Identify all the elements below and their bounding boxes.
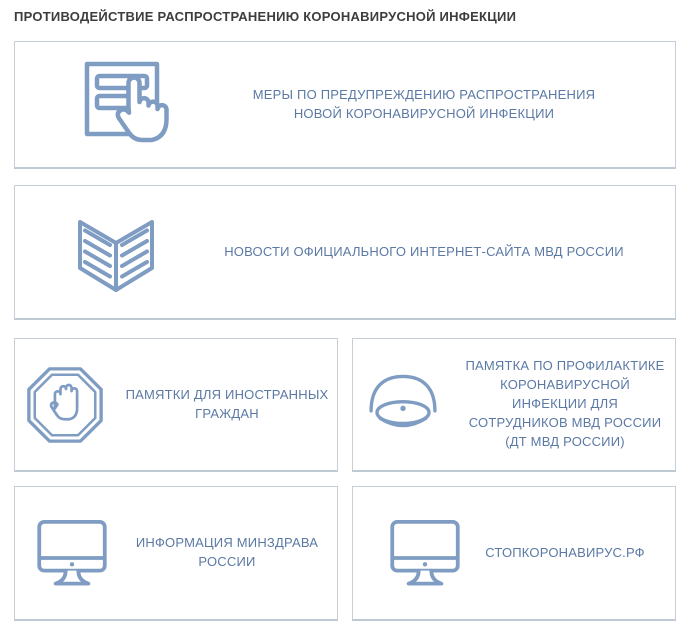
cards-row-1 (14, 41, 676, 169)
cards-row-4 (14, 486, 676, 621)
link-cards-list (14, 41, 676, 621)
open-book-icon (66, 202, 166, 302)
police-cap-icon (361, 363, 445, 447)
page-title: ПРОТИВОДЕЙСТВИЕ РАСПРОСТРАНЕНИЮ КОРОНАВИРУСНОЙ ИНФЕКЦИИ (14, 9, 517, 24)
card-label: СТОПКОРОНАВИРУС.РФ (485, 544, 645, 560)
card-label: ПАМЯТКИ ДЛЯ ИНОСТРАННЫХ ГРАЖДАН (125, 386, 329, 421)
card-prevention-measures[interactable] (14, 41, 676, 169)
card-mvd-site-news[interactable] (14, 185, 676, 320)
card-label: НОВОСТИ ОФИЦИАЛЬНОГО ИНТЕРНЕТ-САЙТА МВД РОССИИ (224, 243, 624, 259)
monitor-icon (30, 511, 114, 595)
card-label: ИНФОРМАЦИЯ МИНЗДРАВА РОССИИ (135, 535, 319, 569)
card-stopcoronavirus[interactable] (352, 486, 676, 621)
card-minzdrav-info[interactable] (14, 486, 338, 621)
form-click-icon (76, 55, 176, 155)
cards-row-3 (14, 338, 676, 472)
cards-row-2 (14, 185, 676, 320)
card-foreign-citizens-memos[interactable] (14, 338, 338, 472)
monitor-icon (383, 511, 467, 595)
card-label: ПАМЯТКА ПО ПРОФИЛАКТИКЕ КОРОНАВИРУСНОЙ ИНФЕКЦИИ ДЛЯ СОТРУДНИКОВ МВД РОССИИ (ДТ МВД РОССИИ) (465, 358, 665, 449)
stop-hand-icon (23, 363, 107, 447)
card-label: МЕРЫ ПО ПРЕДУПРЕЖДЕНИЮ РАСПРОСТРАНЕНИЯ НОВОЙ КОРОНАВИРУСНОЙ ИНФЕКЦИИ (252, 86, 596, 121)
card-mvd-staff-memo[interactable] (352, 338, 676, 472)
